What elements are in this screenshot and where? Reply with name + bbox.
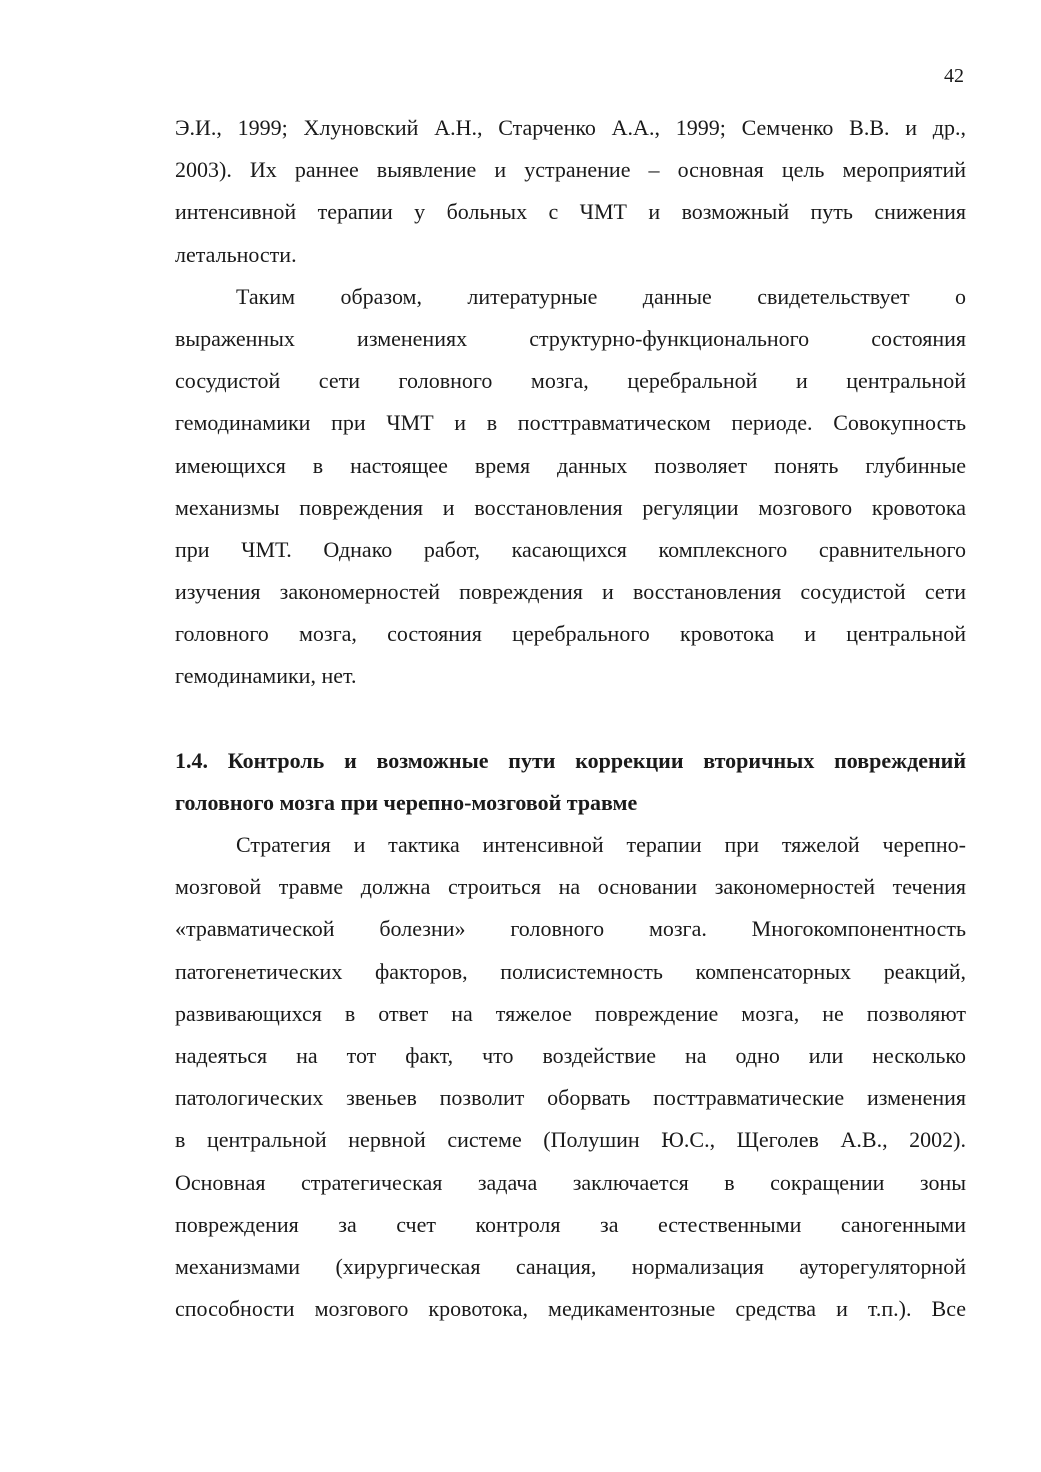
text-line: в центральной нервной системе (Полушин Ю.С., Щеголев А.В., 2002). xyxy=(175,1127,966,1153)
text-line: выраженных изменениях структурно-функционального состояния xyxy=(175,325,966,351)
text-line: Стратегия и тактика интенсивной терапии при тяжелой черепно- xyxy=(236,832,966,857)
text-line: при ЧМТ. Однако работ, касающихся комплексного сравнительного xyxy=(175,536,966,562)
heading-line: головного мозга при черепно-мозговой травме xyxy=(175,789,638,815)
text-line: интенсивной терапии у больных с ЧМТ и возможный путь снижения xyxy=(175,199,966,225)
text-line: сосудистой сети головного мозга, церебральной и центральной xyxy=(175,368,966,394)
section-spacer xyxy=(175,698,966,740)
text-line: патологических звеньев позволит оборвать посттравматические изменения xyxy=(175,1085,966,1111)
text-line: повреждения за счет контроля за естественными саногенными xyxy=(175,1211,966,1237)
paragraph-2 xyxy=(175,276,966,698)
text-line: головного мозга, состояния церебрального кровотока и центральной xyxy=(175,621,966,647)
text-line: мозговой травме должна строиться на основании закономерностей течения xyxy=(175,874,966,900)
text-line: гемодинамики, нет. xyxy=(175,663,357,689)
text-line: механизмы повреждения и восстановления регуляции мозгового кровотока xyxy=(175,494,966,520)
text-line: развивающихся в ответ на тяжелое повреждение мозга, не позволяют xyxy=(175,1000,966,1026)
text-line: летальности. xyxy=(175,241,297,267)
heading-line: 1.4. Контроль и возможные пути коррекции вторичных повреждений xyxy=(175,747,966,773)
text-line: способности мозгового кровотока, медикаментозные средства и т.п.). Все xyxy=(175,1296,966,1322)
page-body xyxy=(175,107,966,1330)
text-line: Таким образом, литературные данные свидетельствует о xyxy=(236,283,966,309)
text-line: Основная стратегическая задача заключается в сокращении зоны xyxy=(175,1169,966,1195)
text-line: имеющихся в настоящее время данных позволяет понять глубинные xyxy=(175,452,966,478)
section-heading xyxy=(175,740,966,824)
text-line: надеяться на тот факт, что воздействие на одно или несколько xyxy=(175,1042,966,1068)
paragraph-3 xyxy=(175,824,966,1330)
text-line: «травматической болезни» головного мозга. Многокомпонентность xyxy=(175,916,966,942)
text-line: Э.И., 1999; Хлуновский А.Н., Старченко А.А., 1999; Семченко В.В. и др., xyxy=(175,115,966,140)
text-line: патогенетических факторов, полисистемность компенсаторных реакций, xyxy=(175,958,966,984)
text-line: 2003). Их раннее выявление и устранение – основная цель мероприятий xyxy=(175,157,966,183)
text-line: механизмами (хирургическая санация, нормализация ауторегуляторной xyxy=(175,1253,966,1279)
paragraph-1 xyxy=(175,107,966,276)
text-line: гемодинамики при ЧМТ и в посттравматическом периоде. Совокупность xyxy=(175,410,966,436)
page-number: 42 xyxy=(944,65,964,87)
text-line: изучения закономерностей повреждения и восстановления сосудистой сети xyxy=(175,579,966,605)
